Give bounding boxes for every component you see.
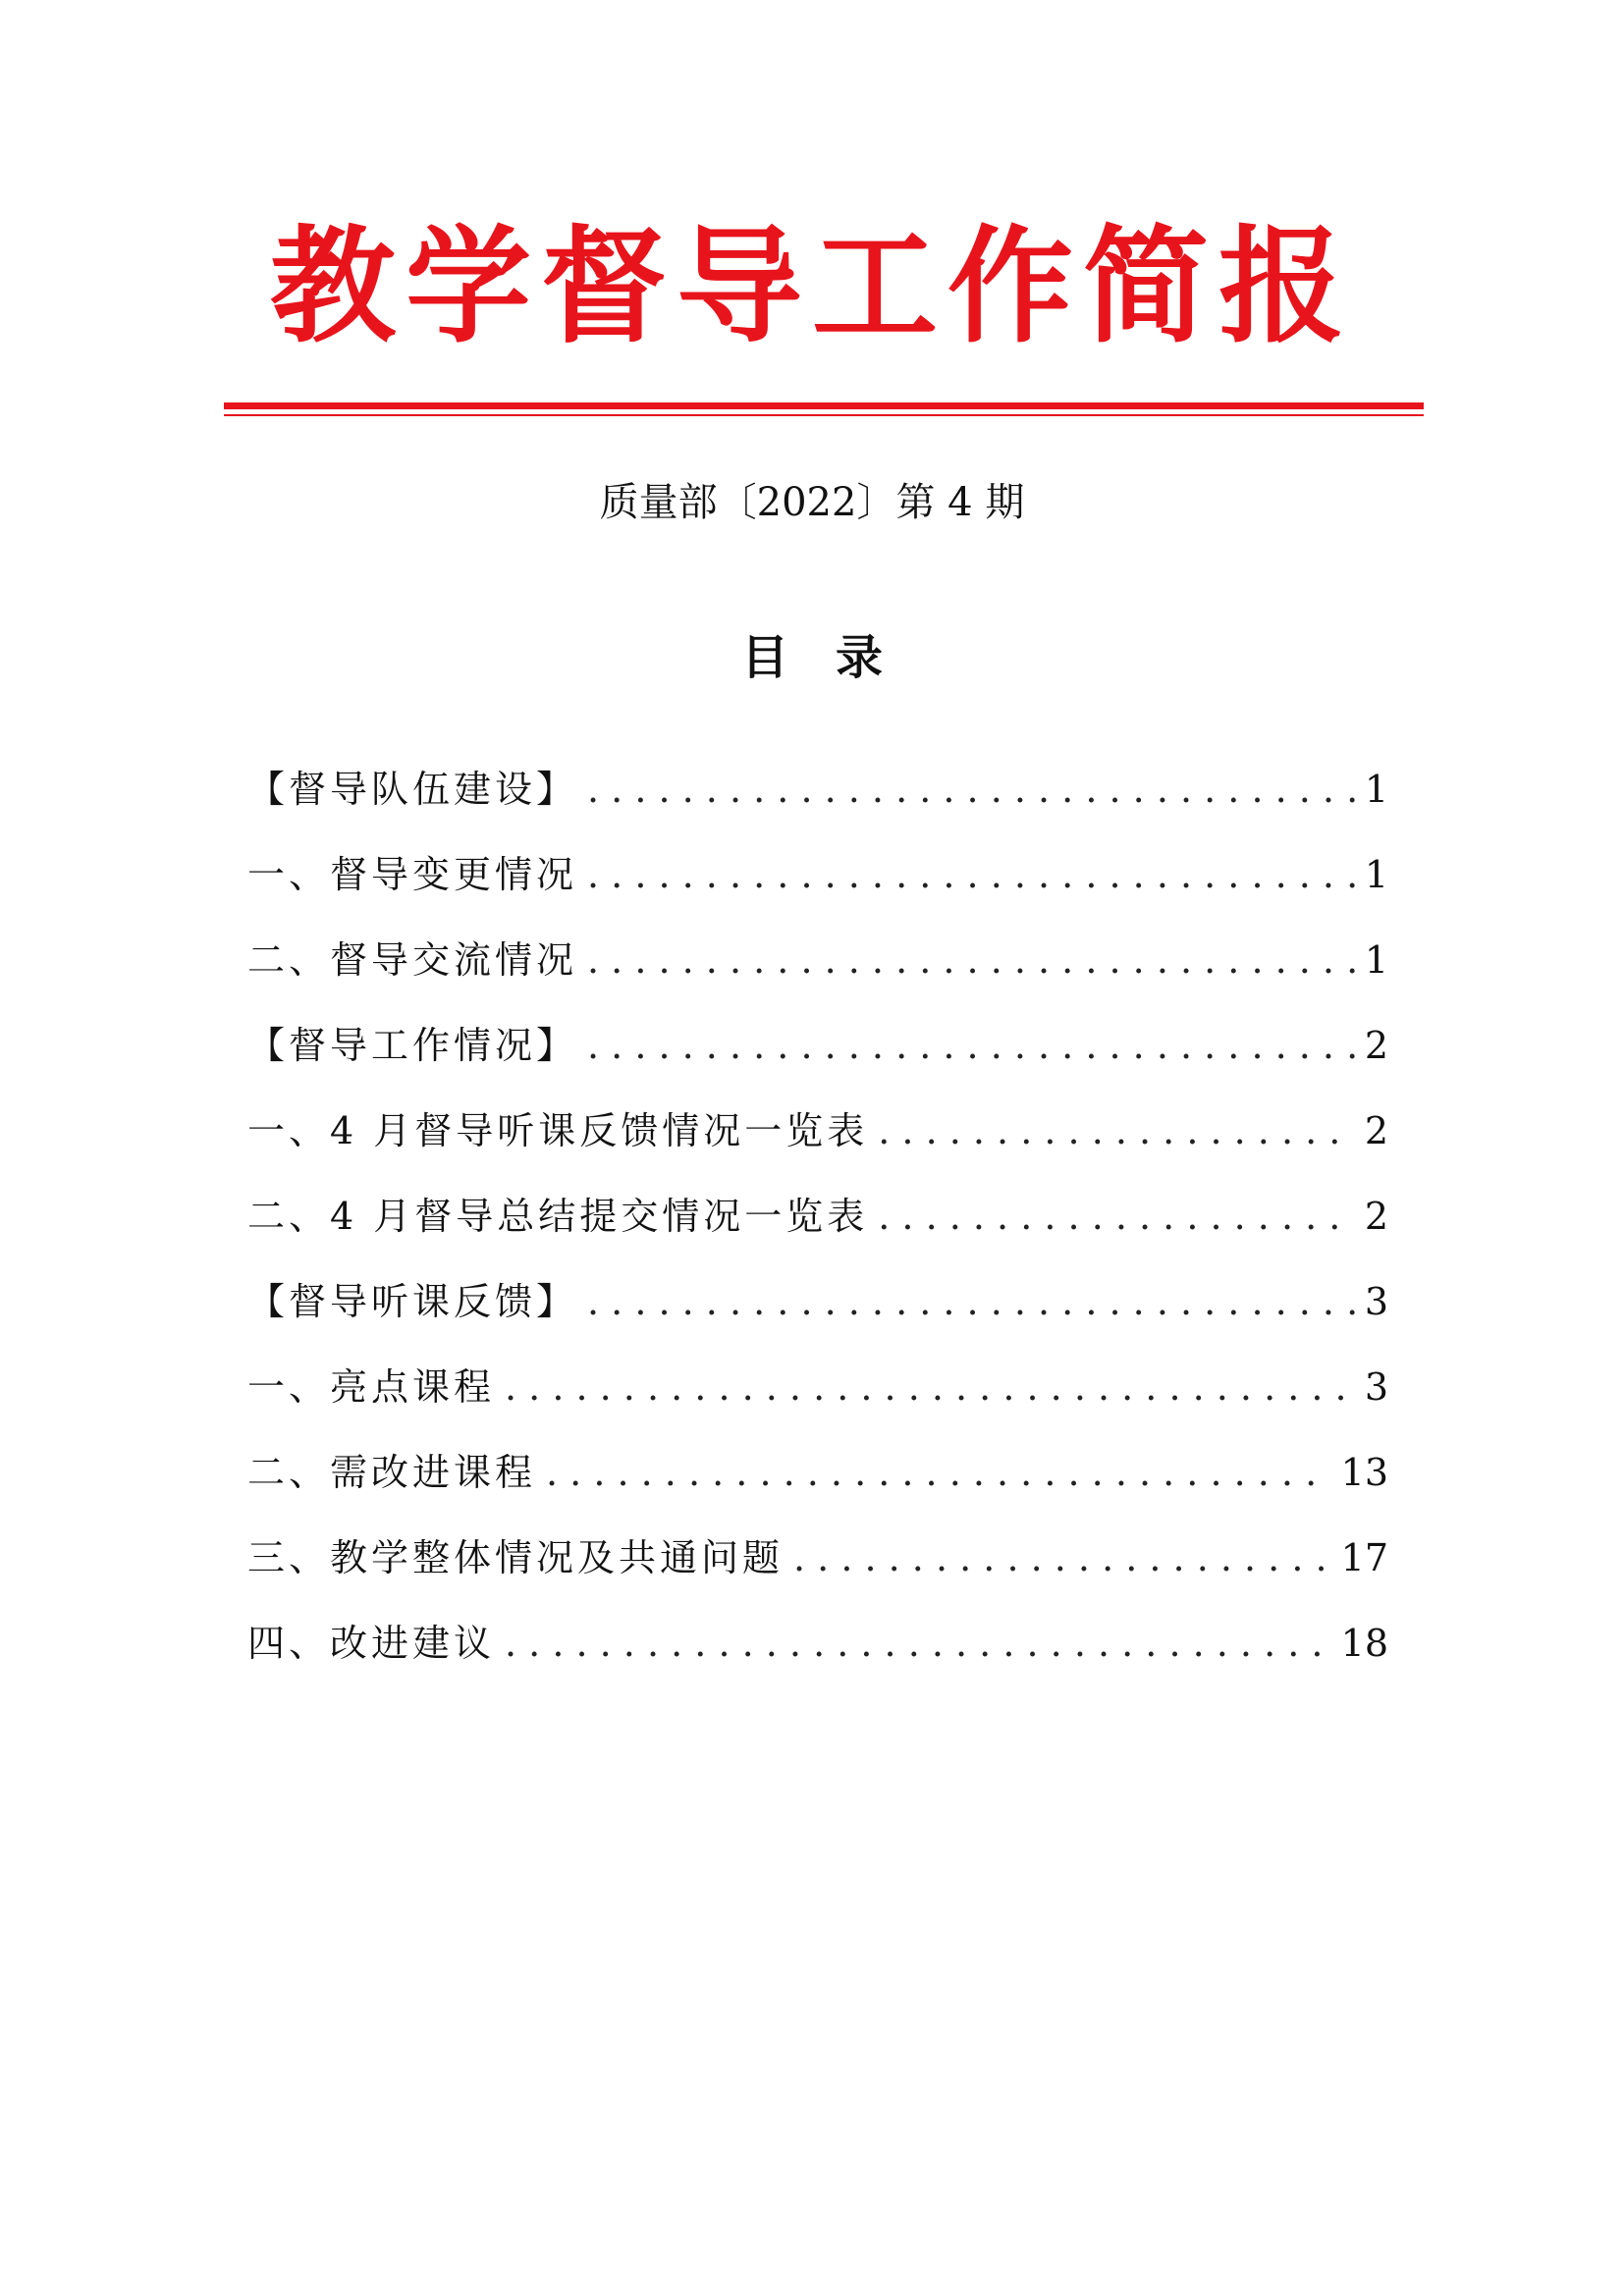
toc-entry[interactable] — [247, 1189, 1388, 1274]
toc-entry-label: 【督导队伍建设】 — [247, 768, 578, 811]
toc-entry-page: 13 — [1340, 1451, 1388, 1494]
table-of-contents — [247, 762, 1388, 1701]
toc-entry[interactable] — [247, 1530, 1388, 1616]
toc-entry[interactable] — [247, 1274, 1388, 1360]
toc-entry-label: 二、4 月督导总结提交情况一览表 — [247, 1195, 869, 1238]
toc-entry[interactable] — [247, 1360, 1388, 1445]
toc-entry-page: 17 — [1340, 1536, 1388, 1579]
toc-entry-label: 三、教学整体情况及共通问题 — [247, 1536, 785, 1579]
toc-entry-page: 2 — [1364, 1195, 1388, 1238]
toc-dot-leader — [587, 847, 1355, 902]
toc-heading: 目录 — [740, 630, 930, 685]
toc-dot-leader — [587, 762, 1355, 817]
toc-entry-label: 二、督导交流情况 — [247, 938, 578, 982]
toc-entry-page: 2 — [1364, 1109, 1388, 1152]
toc-dot-leader — [546, 1445, 1331, 1500]
toc-entry-page: 3 — [1364, 1365, 1388, 1409]
issue-number: 质量部〔2022〕第 4 期 — [599, 480, 1025, 525]
toc-dot-leader — [505, 1360, 1355, 1415]
toc-entry-label: 一、督导变更情况 — [247, 853, 578, 896]
toc-dot-leader — [878, 1189, 1355, 1244]
toc-entry-page: 1 — [1364, 938, 1388, 982]
toc-dot-leader — [587, 933, 1355, 988]
masthead-title: 教学督导工作简报 — [269, 214, 1354, 360]
toc-entry[interactable] — [247, 847, 1388, 933]
toc-entry-label: 一、4 月督导听课反馈情况一览表 — [247, 1109, 869, 1152]
toc-entry[interactable] — [247, 762, 1388, 847]
toc-entry-label: 【督导工作情况】 — [247, 1024, 578, 1067]
toc-dot-leader — [587, 1018, 1355, 1073]
toc-entry[interactable] — [247, 933, 1388, 1018]
toc-dot-leader — [505, 1616, 1331, 1671]
toc-entry[interactable] — [247, 1616, 1388, 1701]
toc-entry-label: 四、改进建议 — [247, 1622, 496, 1665]
toc-entry[interactable] — [247, 1445, 1388, 1530]
toc-entry-label: 一、亮点课程 — [247, 1365, 496, 1409]
toc-entry-page: 18 — [1340, 1622, 1388, 1665]
toc-dot-leader — [878, 1103, 1355, 1158]
masthead-rule-thin — [224, 414, 1424, 416]
toc-entry-page: 2 — [1364, 1024, 1388, 1067]
toc-entry-page: 1 — [1364, 768, 1388, 811]
toc-entry-label: 【督导听课反馈】 — [247, 1280, 578, 1323]
toc-entry[interactable] — [247, 1018, 1388, 1103]
toc-entry[interactable] — [247, 1103, 1388, 1189]
toc-entry-page: 3 — [1364, 1280, 1388, 1323]
toc-entry-label: 二、需改进课程 — [247, 1451, 537, 1494]
toc-entry-page: 1 — [1364, 853, 1388, 896]
masthead-rule-thick — [224, 402, 1424, 409]
toc-dot-leader — [587, 1274, 1355, 1329]
toc-dot-leader — [793, 1530, 1331, 1585]
